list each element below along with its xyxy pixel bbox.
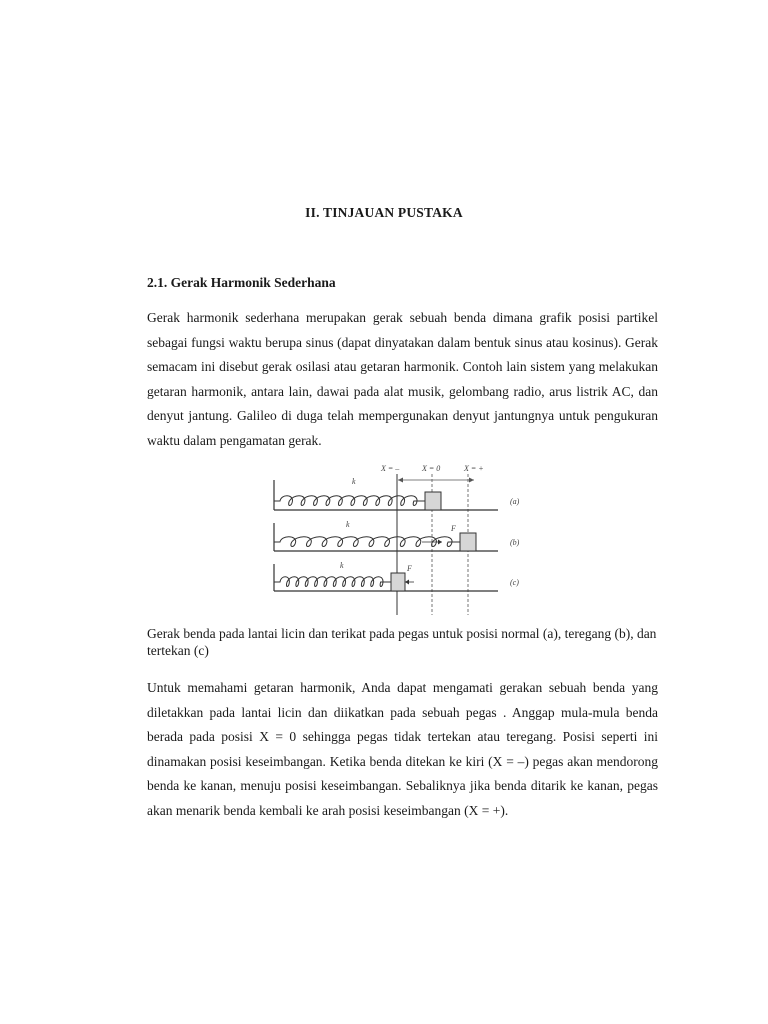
mass-block bbox=[425, 492, 441, 510]
spring-constant-label: k bbox=[352, 477, 356, 486]
force-arrow-head bbox=[438, 540, 442, 545]
panel-label: (c) bbox=[510, 578, 519, 587]
force-label: F bbox=[451, 524, 456, 533]
spring-constant-label: k bbox=[340, 561, 344, 570]
label-x-plus: X = + bbox=[464, 464, 484, 473]
figure-caption: Gerak benda pada lantai licin dan terikat pada pegas untuk posisi normal (a), teregang (b), dan tertekan (c) bbox=[147, 626, 657, 658]
panel-label: (b) bbox=[510, 538, 520, 547]
spring-figure bbox=[266, 460, 538, 620]
mass-block bbox=[391, 573, 405, 591]
spring bbox=[274, 496, 425, 506]
range-arrow-right-head bbox=[469, 478, 474, 483]
spring bbox=[274, 577, 391, 587]
force-arrow-head bbox=[405, 580, 409, 585]
mass-block bbox=[460, 533, 476, 551]
range-arrow-left-head bbox=[398, 478, 403, 483]
label-x-zero: X = 0 bbox=[422, 464, 441, 473]
paragraph-intro: Gerak harmonik sederhana merupakan gerak sebuah benda dimana grafik posisi partikel sebagai fungsi waktu berupa sinus (dapat dinyatakan dalam bentuk sinus atau kosinus). Gerak semacam ini disebut gerak osilasi atau getaran harmonik. Contoh lain sistem yang melakukan getaran harmonik, antara lain, dawai pada alat musik, gelombang radio, arus listrik AC, dan denyut jantung. Galileo di duga telah mempergunakan denyut jantungnya untuk pengukuran waktu dalam pengamatan gerak. bbox=[147, 310, 658, 448]
chapter-title: II. TINJAUAN PUSTAKA bbox=[305, 205, 463, 220]
paragraph-explanation: Untuk memahami getaran harmonik, Anda dapat mengamati gerakan sebuah benda yang diletakkan pada lantai licin dan diikatkan pada sebuah pegas . Anggap mula-mula benda berada pada posisi X = 0 sehingga pegas tidak tertekan atau teregang. Posisi seperti ini dinamakan posisi keseimbangan. Ketika benda ditekan ke kiri (X = –) pegas akan mendorong benda ke kanan, menuju posisi keseimbangan. Sebaliknya jika benda ditarik ke kanan, pegas akan menarik benda kembali ke arah posisi keseimbangan (X = +). bbox=[147, 680, 658, 818]
force-label: F bbox=[407, 564, 412, 573]
label-x-minus: X = – bbox=[381, 464, 400, 473]
panel-label: (a) bbox=[510, 497, 520, 506]
spring-constant-label: k bbox=[346, 520, 350, 529]
section-title: 2.1. Gerak Harmonik Sederhana bbox=[147, 275, 336, 290]
